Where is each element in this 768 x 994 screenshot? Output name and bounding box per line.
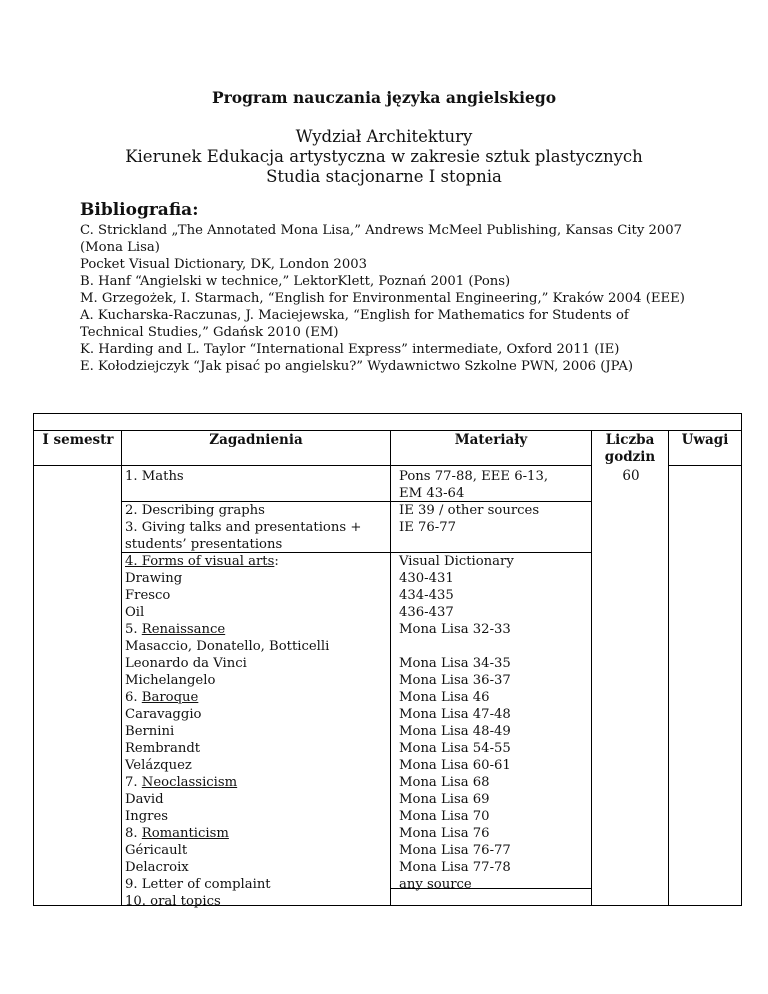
- topics-text: Oil: [125, 605, 145, 620]
- materials-row: [399, 876, 589, 893]
- topics-number: 6.: [125, 690, 142, 705]
- document-title: Program nauczania języka angielskiego: [211, 88, 557, 107]
- materials-text: Mona Lisa 77-78: [399, 860, 511, 875]
- materials-text: Mona Lisa 69: [399, 792, 490, 807]
- materials-row: [399, 621, 589, 638]
- materials-row: [399, 774, 589, 791]
- topics-row: [125, 570, 385, 587]
- topics-text: David: [125, 792, 164, 807]
- materials-row: [399, 468, 589, 485]
- header-hours-line1: Liczba: [605, 432, 655, 448]
- materials-text: Visual Dictionary: [399, 554, 514, 569]
- topics-text: Caravaggio: [125, 707, 202, 722]
- topics-row: [125, 825, 385, 842]
- bibliography-entry: A. Kucharska-Raczunas, J. Maciejewska, “English for Mathematics for Students of: [80, 308, 629, 323]
- topics-row: [125, 740, 385, 757]
- hours-value: 60: [622, 468, 640, 484]
- topics-row: [125, 638, 385, 655]
- topics-row: [125, 808, 385, 825]
- materials-row: [399, 842, 589, 859]
- materials-row: [399, 655, 589, 672]
- topics-text: 9. Letter of complaint: [125, 877, 271, 892]
- materials-text: Mona Lisa 76-77: [399, 843, 511, 858]
- materials-row: [399, 740, 589, 757]
- topics-column: [125, 468, 385, 910]
- topics-row: [125, 468, 385, 485]
- topics-row: [125, 502, 385, 519]
- topics-row: [125, 791, 385, 808]
- topics-text: Neoclassicism: [141, 775, 238, 790]
- topics-text: Romanticism: [141, 826, 229, 841]
- materials-row: [399, 723, 589, 740]
- materials-text: EM 43-64: [399, 486, 465, 501]
- bibliography-entry: B. Hanf “Angielski w technice,” LektorKlett, Poznań 2001 (Pons): [80, 274, 511, 289]
- materials-text: Mona Lisa 60-61: [399, 758, 511, 773]
- materials-row: [399, 587, 589, 604]
- topics-text: Delacroix: [125, 860, 189, 875]
- topics-text: Fresco: [125, 588, 171, 603]
- topics-number: 7.: [125, 775, 142, 790]
- topics-row: [125, 553, 385, 570]
- topics-text: Michelangelo: [125, 673, 216, 688]
- materials-text: any source: [399, 877, 472, 892]
- materials-text: IE 76-77: [399, 520, 457, 535]
- materials-text: Mona Lisa 46: [399, 690, 490, 705]
- materials-row: [399, 519, 589, 536]
- header-notes: Uwagi: [681, 432, 729, 448]
- topics-row: [125, 859, 385, 876]
- topics-row: [125, 723, 385, 740]
- materials-text: Mona Lisa 76: [399, 826, 490, 841]
- topics-number: 8.: [125, 826, 142, 841]
- bibliography-entry: Pocket Visual Dictionary, DK, London 2003: [80, 257, 367, 272]
- topics-text: 1. Maths: [125, 469, 184, 484]
- topics-row: [125, 842, 385, 859]
- topics-text: Drawing: [125, 571, 183, 586]
- materials-text: Mona Lisa 34-35: [399, 656, 511, 671]
- materials-row: [399, 553, 589, 570]
- materials-column: [399, 468, 589, 893]
- topics-row: [125, 621, 385, 638]
- field-of-study: Kierunek Edukacja artystyczna w zakresie sztuk plastycznych: [125, 147, 643, 166]
- topics-text: Géricault: [125, 843, 188, 858]
- materials-text: Mona Lisa 70: [399, 809, 490, 824]
- topics-row: [125, 604, 385, 621]
- topics-text: Rembrandt: [125, 741, 201, 756]
- materials-text: 430-431: [399, 571, 454, 586]
- topics-row: [125, 706, 385, 723]
- topics-text: 2. Describing graphs: [125, 503, 265, 518]
- materials-text: 434-435: [399, 588, 454, 603]
- materials-text: Mona Lisa 48-49: [399, 724, 511, 739]
- materials-text: Mona Lisa 68: [399, 775, 490, 790]
- materials-text: Mona Lisa 36-37: [399, 673, 511, 688]
- bibliography-entry: Technical Studies,” Gdańsk 2010 (EM): [80, 325, 339, 340]
- materials-row: [399, 570, 589, 587]
- bibliography-entry: K. Harding and L. Taylor “International Express” intermediate, Oxford 2011 (IE): [80, 342, 620, 357]
- topics-row: [125, 672, 385, 689]
- materials-row: [399, 689, 589, 706]
- materials-row: [399, 672, 589, 689]
- materials-row: [399, 706, 589, 723]
- bibliography-heading: Bibliografia:: [80, 200, 199, 220]
- topics-number: 5.: [125, 622, 142, 637]
- topics-text: students’ presentations: [125, 537, 283, 552]
- topics-text: Masaccio, Donatello, Botticelli: [125, 639, 330, 654]
- topics-row: [125, 587, 385, 604]
- topics-row: [125, 519, 385, 536]
- topics-row: [125, 689, 385, 706]
- materials-row: [399, 859, 589, 876]
- header-topics: Zagadnienia: [209, 432, 303, 448]
- materials-text: Mona Lisa 32-33: [399, 622, 511, 637]
- materials-text: IE 39 / other sources: [399, 503, 540, 518]
- header-semester: I semestr: [42, 432, 114, 448]
- materials-row: [399, 825, 589, 842]
- topics-row: [125, 893, 385, 910]
- bibliography-entry: M. Grzegożek, I. Starmach, “English for Environmental Engineering,” Kraków 2004 (EEE): [80, 291, 685, 306]
- topics-text: 4. Forms of visual arts: [125, 554, 275, 569]
- bibliography-entry: (Mona Lisa): [80, 240, 160, 255]
- materials-row: [399, 604, 589, 621]
- topics-text: Renaissance: [141, 622, 226, 637]
- topics-text: 3. Giving talks and presentations +: [125, 520, 362, 535]
- faculty-name: Wydział Architektury: [295, 127, 473, 146]
- topics-row: [125, 655, 385, 672]
- header-hours: [592, 432, 668, 466]
- header-materials: Materiały: [454, 432, 528, 448]
- header-hours-line2: godzin: [604, 449, 656, 465]
- materials-row: [399, 791, 589, 808]
- topics-text: Velázquez: [125, 758, 192, 773]
- topics-row: [125, 536, 385, 553]
- materials-text: Pons 77-88, EEE 6-13,: [399, 469, 549, 484]
- topics-text: Baroque: [141, 690, 199, 705]
- bibliography-entry: C. Strickland „The Annotated Mona Lisa,” Andrews McMeel Publishing, Kansas City 2007: [80, 223, 683, 238]
- materials-text: 436-437: [399, 605, 454, 620]
- topics-text: 10. oral topics: [125, 894, 221, 909]
- topics-text: Ingres: [125, 809, 169, 824]
- materials-row: [399, 808, 589, 825]
- topics-text: Bernini: [125, 724, 175, 739]
- materials-row: [399, 502, 589, 519]
- materials-text: Mona Lisa 54-55: [399, 741, 511, 756]
- topics-text: Leonardo da Vinci: [125, 656, 247, 671]
- bibliography-entry: E. Kołodziejczyk “Jak pisać po angielsku?” Wydawnictwo Szkolne PWN, 2006 (JPA): [80, 359, 634, 374]
- topics-row: [125, 876, 385, 893]
- materials-text: Mona Lisa 47-48: [399, 707, 511, 722]
- bibliography-list: [80, 222, 700, 375]
- topics-row: [125, 774, 385, 791]
- materials-row: [399, 757, 589, 774]
- materials-row: [399, 485, 589, 502]
- topics-row: [125, 757, 385, 774]
- study-level: Studia stacjonarne I stopnia: [266, 167, 502, 186]
- topics-suffix: :: [274, 554, 279, 569]
